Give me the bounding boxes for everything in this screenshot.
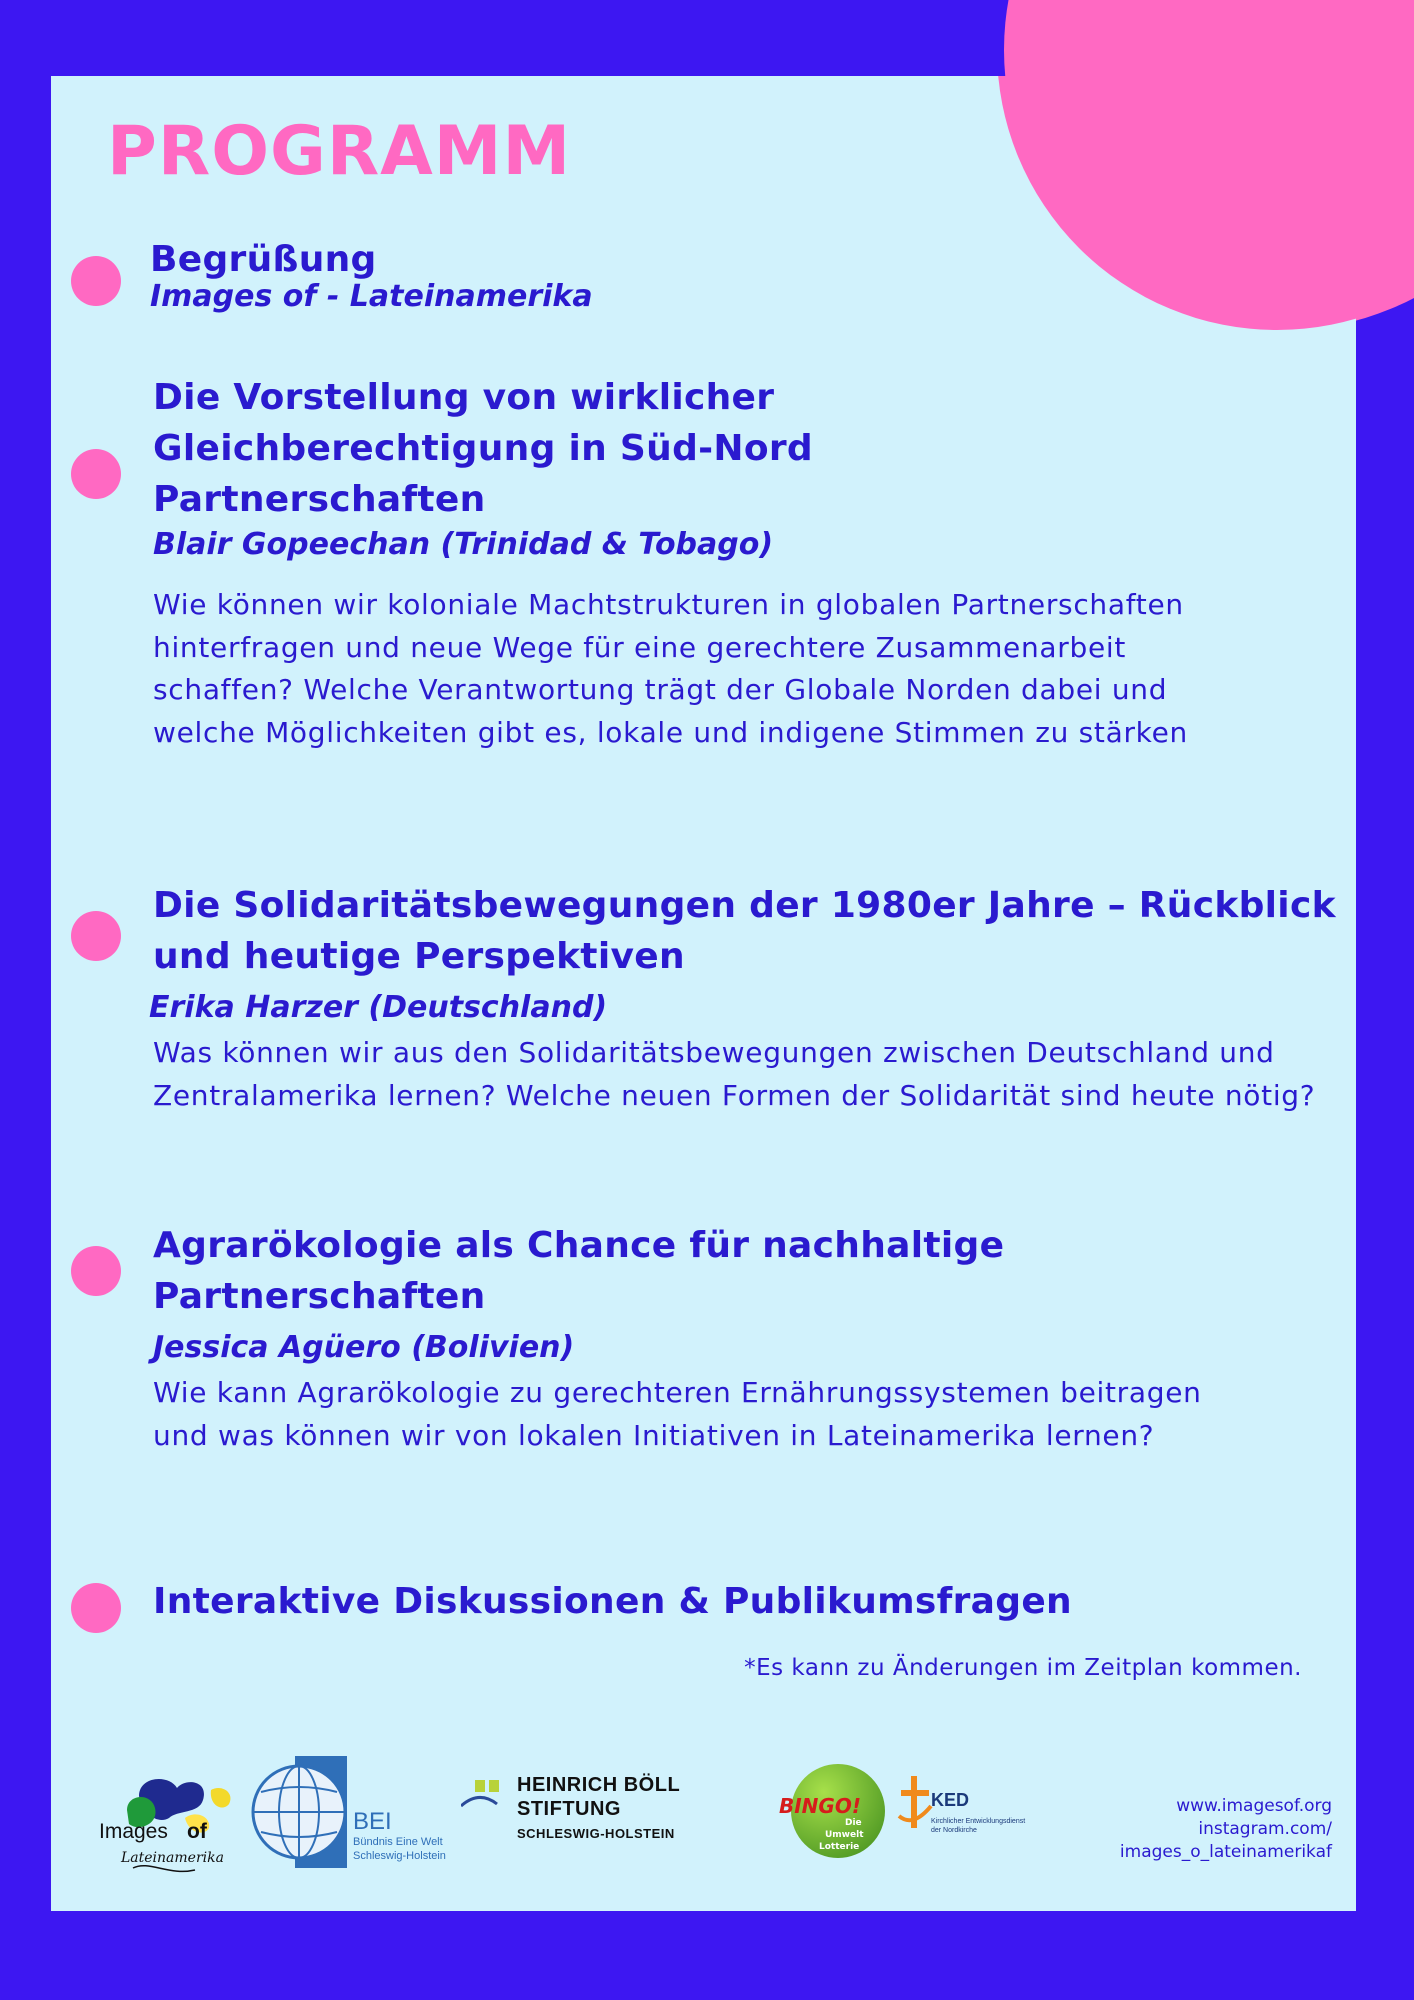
bei-line2: Schleswig-Holstein — [353, 1850, 446, 1862]
bullet-4 — [71, 1246, 121, 1296]
contact-links — [1120, 1795, 1332, 1864]
boell-line2: STIFTUNG — [517, 1798, 621, 1820]
bei-line1: Bündnis Eine Welt — [353, 1836, 443, 1848]
item-speaker: Jessica Agüero (Bolivien) — [153, 1330, 575, 1365]
bullet-2 — [71, 449, 121, 499]
ked-line2: der Nordkirche — [931, 1827, 977, 1834]
bingo-main: BINGO! — [779, 1794, 861, 1818]
item-heading: Agrarökologie als Chance für nachhaltige Partnerschaften — [153, 1225, 1005, 1317]
bingo-sub2: Umwelt — [825, 1830, 864, 1840]
boell-line1: HEINRICH BÖLL — [517, 1774, 681, 1796]
schedule-note: *Es kann zu Änderungen im Zeitplan kommen. — [744, 1655, 1302, 1681]
item-speaker: Images of - Lateinamerika — [150, 279, 593, 314]
program-item-1 — [150, 234, 593, 317]
website-link[interactable]: www.imagesof.org — [1176, 1796, 1332, 1816]
images-of-script: Lateinamerika — [121, 1850, 224, 1866]
ked-logo — [897, 1776, 1047, 1846]
page-title: PROGRAMM — [107, 112, 572, 191]
program-item-5 — [153, 1576, 1303, 1627]
boell-line3: SCHLESWIG-HOLSTEIN — [517, 1826, 675, 1841]
boell-mark-icon — [461, 1780, 511, 1810]
item-heading: Die Vorstellung von wirklicher Gleichberechtigung in Süd-Nord Partnerschaften — [153, 377, 813, 520]
instagram-link-line2[interactable]: images_o_lateinamerikaf — [1119, 1842, 1332, 1862]
program-item-3 — [149, 880, 1343, 1117]
bullet-5 — [71, 1583, 121, 1633]
item-speaker: Blair Gopeechan (Trinidad & Tobago) — [153, 527, 774, 562]
bullet-1 — [71, 256, 121, 306]
item-speaker: Erika Harzer (Deutschland) — [149, 990, 608, 1025]
ked-abbr: KED — [931, 1790, 970, 1810]
boell-logo — [461, 1774, 691, 1854]
program-item-2 — [153, 372, 1253, 754]
item-description: Wie können wir koloniale Machtstrukturen in globalen Partnerschaften hinterfragen und neue Wege für eine gerechtere Zusammenarbeit schaffen? Welche Verantwortung trägt der Globale Norden dabei und welche Möglichkeiten gibt es, lokale und indigene Stimmen zu stärken — [153, 588, 1188, 749]
ked-line1: Kirchlicher Entwicklungsdienst — [931, 1818, 1026, 1825]
item-description: Was können wir aus den Solidaritätsbewegungen zwischen Deutschland und Zentralamerika lernen? Welche neuen Formen der Solidarität sind heute nötig? — [153, 1036, 1316, 1112]
bingo-logo — [779, 1764, 889, 1864]
images-of-logo — [99, 1766, 249, 1886]
instagram-link-line1[interactable]: instagram.com/ — [1198, 1819, 1332, 1839]
bullet-3 — [71, 911, 121, 961]
bei-abbr: BEI — [353, 1808, 392, 1835]
bingo-sub1: Die — [845, 1818, 862, 1828]
item-heading: Interaktive Diskussionen & Publikumsfragen — [153, 1581, 1072, 1622]
program-card — [51, 76, 1356, 1911]
bei-logo — [249, 1756, 459, 1876]
images-of-word1: Images — [99, 1820, 168, 1843]
images-of-word2: of — [187, 1820, 207, 1843]
cross-icon — [897, 1776, 933, 1830]
item-description: Wie kann Agrarökologie zu gerechteren Ernährungssystemen beitragen und was können wir von lokalen Initiativen in Lateinamerika lernen? — [153, 1376, 1202, 1452]
corner-blob-overlap — [997, 76, 1356, 330]
globe-icon — [249, 1762, 349, 1862]
item-heading: Die Solidaritätsbewegungen der 1980er Jahre – Rückblick und heutige Perspektiven — [153, 885, 1336, 977]
item-heading: Begrüßung — [150, 239, 377, 280]
program-item-4 — [153, 1220, 1253, 1457]
bingo-sub3: Lotterie — [819, 1842, 860, 1852]
